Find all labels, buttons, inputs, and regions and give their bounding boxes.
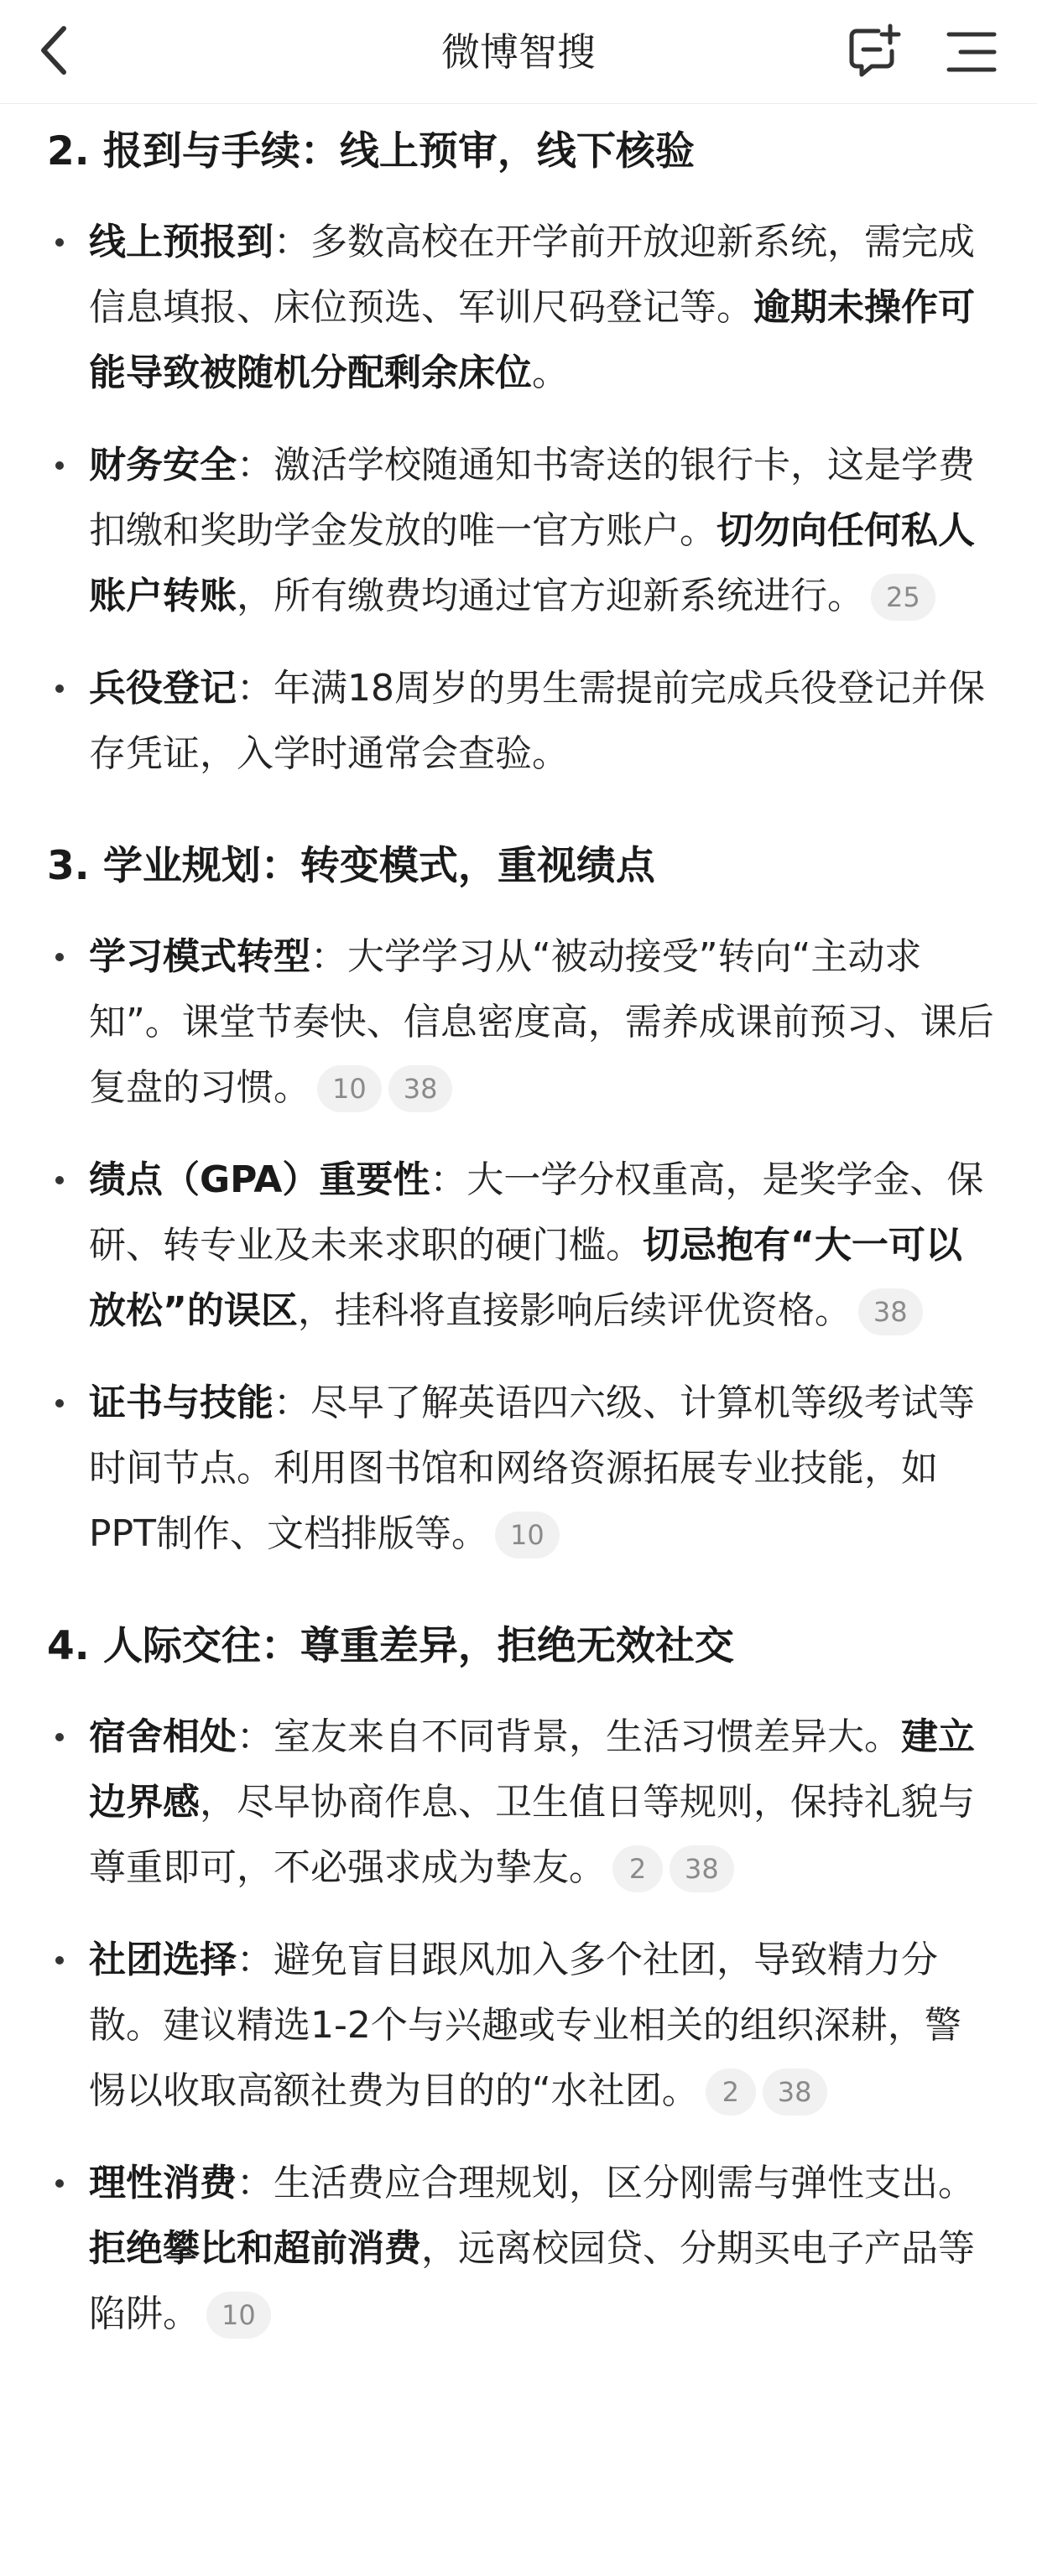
label-separator: ：	[237, 1939, 274, 1981]
item-text: 大学学习从“被动接受”转向“主动求知”。课堂节奏快、信息密度高，需养成课前预习、课后复盘的习惯。	[89, 935, 994, 1109]
menu-button[interactable]	[938, 18, 1005, 86]
section-academics	[47, 837, 995, 1567]
item-label: 绩点（GPA）重要性	[89, 1158, 430, 1201]
item-emphasis: 建立边界感	[89, 1715, 975, 1824]
answer-content	[0, 104, 1037, 2397]
section-title: 4. 人际交往：尊重差异，拒绝无效社交	[47, 1623, 734, 1669]
citation-badge[interactable]: 10	[206, 2292, 271, 2339]
label-separator: ：	[310, 935, 347, 978]
item-text: ，挂科将直接影响后续评优资格。	[297, 1289, 852, 1332]
section-title: 2. 报到与手续：线上预审，线下核验	[47, 128, 695, 174]
item-text: 多数高校在开学前开放迎新系统，需完成信息填报、床位预选、军训尺码登记等。	[89, 221, 975, 329]
item-label: 社团选择	[89, 1939, 237, 1981]
section-title: 3. 学业规划：转变模式，重视绩点	[47, 843, 655, 889]
item-text: 。	[532, 351, 569, 394]
page-title: 微博智搜	[441, 29, 596, 75]
item-text: 生活费应合理规划，区分刚需与弹性支出。	[274, 2162, 975, 2204]
item-emphasis: 逾期未操作可能导致被随机分配剩余床位	[89, 286, 975, 394]
citation-badge[interactable]: 10	[495, 1512, 560, 1559]
item-label: 宿舍相处	[89, 1715, 237, 1758]
bullet-list	[47, 210, 995, 787]
citation-badge[interactable]: 2	[612, 1845, 663, 1892]
item-text: 大一学分权重高，是奖学金、保研、转专业及未来求职的硬门槛。	[89, 1158, 984, 1267]
item-text: ，尽早协商作息、卫生值日等规则，保持礼貌与尊重即可，不必强求成为挚友。	[89, 1781, 975, 1889]
citation-badge[interactable]: 10	[317, 1065, 382, 1112]
list-item	[47, 656, 995, 787]
label-separator: ：	[237, 667, 274, 710]
list-item	[47, 433, 995, 629]
list-item	[47, 1147, 995, 1344]
citation-badge[interactable]: 38	[858, 1288, 923, 1335]
list-item	[47, 1928, 995, 2124]
citation-badge[interactable]: 25	[871, 574, 935, 621]
item-text: 尽早了解英语四六级、计算机等级考试等时间节点。利用图书馆和网络资源拓展专业技能，如PPT制作、文档排版等。	[89, 1382, 975, 1555]
citation-badge[interactable]: 38	[388, 1065, 453, 1112]
section-registration	[47, 122, 995, 787]
item-label: 学习模式转型	[89, 935, 310, 978]
menu-icon	[946, 29, 998, 75]
label-separator: ：	[237, 444, 274, 487]
item-label: 财务安全	[89, 444, 237, 487]
citation-badge[interactable]: 2	[706, 2069, 756, 2115]
new-chat-button[interactable]	[839, 17, 909, 87]
item-text: 避免盲目跟风加入多个社团，导致精力分散。建议精选1-2个与兴趣或专业相关的组织深耕，警惕以收取高额社费为目的的“水社团。	[89, 1939, 961, 2112]
label-separator: ：	[274, 221, 310, 263]
item-text: ，所有缴费均通过官方迎新系统进行。	[237, 575, 864, 617]
list-item	[47, 924, 995, 1121]
top-bar	[0, 0, 1037, 104]
item-label: 证书与技能	[89, 1382, 274, 1424]
item-emphasis: 切勿向任何私人账户转账	[89, 509, 975, 617]
item-text: ，远离校园贷、分期买电子产品等陷阱。	[89, 2227, 975, 2335]
new-chat-icon	[845, 23, 904, 81]
label-separator: ：	[237, 2162, 274, 2204]
bullet-list	[47, 924, 995, 1567]
list-item	[47, 210, 995, 406]
item-text: 室友来自不同背景，生活习惯差异大。	[274, 1715, 901, 1758]
list-item	[47, 2151, 995, 2347]
item-emphasis: 拒绝攀比和超前消费	[89, 2227, 421, 2270]
item-label: 理性消费	[89, 2162, 237, 2204]
section-social	[47, 1617, 995, 2347]
item-text: 年满18周岁的男生需提前完成兵役登记并保存凭证，入学时通常会查验。	[89, 667, 985, 775]
item-emphasis: 切忌抱有“大一可以放松”的误区	[89, 1224, 962, 1332]
citation-badge[interactable]: 38	[670, 1845, 734, 1892]
item-label: 线上预报到	[89, 221, 274, 263]
citation-badge[interactable]: 38	[763, 2069, 827, 2115]
list-item	[47, 1371, 995, 1567]
label-separator: ：	[430, 1158, 467, 1201]
list-item	[47, 1704, 995, 1901]
item-text: 激活学校随通知书寄送的银行卡，这是学费扣缴和奖助学金发放的唯一官方账户。	[89, 444, 975, 552]
bullet-list	[47, 1704, 995, 2347]
label-separator: ：	[237, 1715, 274, 1758]
item-label: 兵役登记	[89, 667, 237, 710]
label-separator: ：	[274, 1382, 310, 1424]
